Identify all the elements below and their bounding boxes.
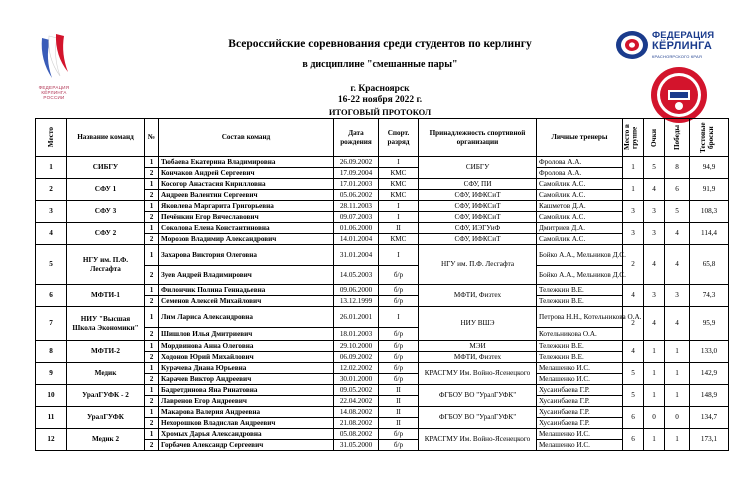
- player-dob: 05.08.2002: [334, 429, 379, 440]
- table-row: [36, 201, 729, 212]
- col-rank: Спорт. разряд: [379, 119, 419, 157]
- player-number: 1: [145, 407, 159, 418]
- table-row: [36, 157, 729, 168]
- team-place: 9: [36, 363, 67, 385]
- player-name: Яковлева Маргарита Григорьевна: [159, 201, 334, 212]
- player-name: Мордвинова Анна Олеговна: [159, 341, 334, 352]
- player-organization: МФТИ, Физтех: [419, 352, 537, 363]
- team-points: 4: [644, 307, 665, 341]
- discipline-subtitle: в дисциплине "смешанные пары": [302, 59, 458, 70]
- player-name: Тюбаева Екатерина Владимировна: [159, 157, 334, 168]
- team-draw-shot: 95,9: [690, 307, 729, 341]
- player-rank: б/р: [379, 363, 419, 374]
- right-logo-line3: КРАСНОЯРСКОГО КРАЯ: [652, 54, 702, 59]
- player-coach: Мелашенко И.С.: [537, 429, 623, 440]
- player-coach: Тележкин В.Е.: [537, 352, 623, 363]
- player-number: 2: [145, 328, 159, 341]
- player-number: 1: [145, 341, 159, 352]
- team-group-place: 4: [623, 341, 644, 363]
- col-coaches: Личные тренеры: [537, 119, 623, 157]
- player-name: Лавренов Егор Андреевич: [159, 396, 334, 407]
- team-group-place: 2: [623, 245, 644, 285]
- results-table: [35, 118, 729, 451]
- table-row: [36, 341, 729, 352]
- player-rank: КМС: [379, 190, 419, 201]
- team-wins: 4: [665, 223, 690, 245]
- team-points: 1: [644, 341, 665, 363]
- col-team: Название команд: [67, 119, 145, 157]
- player-coach: Хусаинбаева Г.Р.: [537, 418, 623, 429]
- team-place: 1: [36, 157, 67, 179]
- col-place: Место: [36, 119, 67, 157]
- player-dob: 26.01.2001: [334, 307, 379, 328]
- player-dob: 26.09.2002: [334, 157, 379, 168]
- team-organization: КРАСГМУ Им. Войно-Ясенецкого: [419, 429, 537, 451]
- team-draw-shot: 74,3: [690, 285, 729, 307]
- col-org: Принадлежность спортивной организации: [419, 119, 537, 157]
- player-rank: б/р: [379, 341, 419, 352]
- player-dob: 09.06.2000: [334, 285, 379, 296]
- player-rank: б/р: [379, 285, 419, 296]
- col-points: Очки: [644, 119, 665, 157]
- team-group-place: 6: [623, 429, 644, 451]
- player-dob: 01.06.2000: [334, 223, 379, 234]
- player-name: Зуев Андрей Владимирович: [159, 266, 334, 285]
- left-logo-line2: КЁРЛИНГА: [41, 90, 67, 95]
- player-organization: СФУ, ПИ: [419, 179, 537, 190]
- player-rank: I: [379, 157, 419, 168]
- player-organization: СФУ, ИЭГУиФ: [419, 223, 537, 234]
- player-number: 2: [145, 352, 159, 363]
- player-coach: Дмитриев Д.А.: [537, 223, 623, 234]
- team-group-place: 3: [623, 223, 644, 245]
- player-name: Семенов Алексей Михайлович: [159, 296, 334, 307]
- team-points: 4: [644, 245, 665, 285]
- team-group-place: 1: [623, 179, 644, 201]
- player-number: 2: [145, 440, 159, 451]
- team-group-place: 5: [623, 385, 644, 407]
- player-rank: II: [379, 396, 419, 407]
- team-points: 3: [644, 201, 665, 223]
- player-number: 2: [145, 418, 159, 429]
- federation-logo-left: [38, 28, 70, 108]
- player-coach: Мелашенко И.С.: [537, 440, 623, 451]
- team-place: 3: [36, 201, 67, 223]
- team-name: СФУ 1: [67, 179, 145, 201]
- table-row: [36, 363, 729, 374]
- player-dob: 31.05.2000: [334, 440, 379, 451]
- player-number: 2: [145, 266, 159, 285]
- team-name: НИУ "Высшая Школа Экономики": [67, 307, 145, 341]
- col-group-place: Место в группе: [623, 119, 644, 157]
- player-coach: Хусаинбаева Г.Р.: [537, 385, 623, 396]
- team-group-place: 3: [623, 201, 644, 223]
- player-rank: б/р: [379, 440, 419, 451]
- player-rank: I: [379, 245, 419, 266]
- player-number: 2: [145, 190, 159, 201]
- team-draw-shot: 142,9: [690, 363, 729, 385]
- team-group-place: 6: [623, 407, 644, 429]
- team-organization: ФГБОУ ВО "УралГУФК": [419, 385, 537, 407]
- player-coach: Тележкин В.Е.: [537, 285, 623, 296]
- table-row: [36, 245, 729, 266]
- team-wins: 1: [665, 429, 690, 451]
- player-name: Морозов Владимир Александрович: [159, 234, 334, 245]
- team-wins: 4: [665, 245, 690, 285]
- team-wins: 4: [665, 307, 690, 341]
- team-group-place: 2: [623, 307, 644, 341]
- player-dob: 17.09.2004: [334, 168, 379, 179]
- player-coach: Самойлик А.С.: [537, 179, 623, 190]
- team-name: УралГУФК: [67, 407, 145, 429]
- team-draw-shot: 65,8: [690, 245, 729, 285]
- team-points: 0: [644, 407, 665, 429]
- dates: 16-22 ноября 2022 г.: [337, 95, 423, 105]
- player-dob: 12.02.2002: [334, 363, 379, 374]
- player-coach: Петрова Н.Н., Котельникова О.А.: [537, 307, 623, 328]
- player-organization: СФУ, ИФКСиТ: [419, 201, 537, 212]
- player-name: Бадретдинова Яна Ринатовна: [159, 385, 334, 396]
- player-dob: 30.01.2000: [334, 374, 379, 385]
- team-place: 2: [36, 179, 67, 201]
- player-name: Горбачев Александр Сергеевич: [159, 440, 334, 451]
- player-number: 2: [145, 212, 159, 223]
- player-number: 1: [145, 307, 159, 328]
- player-coach: Тележкин В.Е.: [537, 296, 623, 307]
- player-rank: КМС: [379, 179, 419, 190]
- player-name: Ходонов Юрий Михайлович: [159, 352, 334, 363]
- team-place: 10: [36, 385, 67, 407]
- document-title: Всероссийские соревнования среди студентов по керлингу: [228, 38, 532, 50]
- player-coach: Бойко А.А., Мельников Д.С.: [537, 266, 623, 285]
- player-name: Шишлов Илья Дмитриевич: [159, 328, 334, 341]
- team-points: 5: [644, 157, 665, 179]
- player-rank: б/р: [379, 266, 419, 285]
- player-rank: I: [379, 307, 419, 328]
- player-coach: Самойлик А.С.: [537, 190, 623, 201]
- player-organization: СФУ, ИФКСиТ: [419, 234, 537, 245]
- team-points: 1: [644, 385, 665, 407]
- player-number: 1: [145, 429, 159, 440]
- player-dob: 05.06.2002: [334, 190, 379, 201]
- team-draw-shot: 134,7: [690, 407, 729, 429]
- player-rank: б/р: [379, 429, 419, 440]
- player-dob: 06.09.2002: [334, 352, 379, 363]
- player-rank: II: [379, 223, 419, 234]
- team-draw-shot: 148,9: [690, 385, 729, 407]
- player-dob: 17.01.2003: [334, 179, 379, 190]
- player-rank: I: [379, 212, 419, 223]
- player-coach: Фролова А.А.: [537, 168, 623, 179]
- team-wins: 6: [665, 179, 690, 201]
- team-points: 1: [644, 363, 665, 385]
- team-name: УралГУФК - 2: [67, 385, 145, 407]
- player-rank: б/р: [379, 296, 419, 307]
- table-row: [36, 223, 729, 234]
- player-name: Печёнкин Егор Вячеславович: [159, 212, 334, 223]
- table-row: [36, 179, 729, 190]
- player-coach: Бойко А.А., Мельников Д.С.: [537, 245, 623, 266]
- player-number: 1: [145, 223, 159, 234]
- player-rank: б/р: [379, 374, 419, 385]
- team-place: 6: [36, 285, 67, 307]
- team-name: СФУ 2: [67, 223, 145, 245]
- regional-seal-icon: [650, 66, 708, 124]
- protocol-heading: ИТОГОВЫЙ ПРОТОКОЛ: [328, 107, 432, 117]
- team-place: 4: [36, 223, 67, 245]
- team-name: СФУ 3: [67, 201, 145, 223]
- player-name: Соколова Елена Константиновна: [159, 223, 334, 234]
- player-name: Нехорошков Владислав Андреевич: [159, 418, 334, 429]
- table-row: [36, 407, 729, 418]
- player-name: Курачева Диана Юрьевна: [159, 363, 334, 374]
- player-dob: 13.12.1999: [334, 296, 379, 307]
- player-name: Карачев Виктор Андреевич: [159, 374, 334, 385]
- team-name: Медик 2: [67, 429, 145, 451]
- player-dob: 14.08.2002: [334, 407, 379, 418]
- col-wins: Победы: [665, 119, 690, 157]
- player-number: 1: [145, 157, 159, 168]
- player-number: 2: [145, 374, 159, 385]
- team-name: СИБГУ: [67, 157, 145, 179]
- player-number: 1: [145, 245, 159, 266]
- player-dob: 09.07.2003: [334, 212, 379, 223]
- player-name: Косогор Анастасия Кирилловна: [159, 179, 334, 190]
- player-number: 1: [145, 285, 159, 296]
- player-number: 2: [145, 396, 159, 407]
- player-rank: КМС: [379, 168, 419, 179]
- player-dob: 21.08.2002: [334, 418, 379, 429]
- team-wins: 8: [665, 157, 690, 179]
- right-logo-line2: КЁРЛИНГА: [652, 40, 713, 52]
- player-coach: Кашметов Д.А.: [537, 201, 623, 212]
- player-number: 1: [145, 385, 159, 396]
- team-group-place: 4: [623, 285, 644, 307]
- player-organization: СФУ, ИФКСиТ: [419, 190, 537, 201]
- curling-federation-emblem-icon: [38, 28, 70, 83]
- player-number: 1: [145, 201, 159, 212]
- player-coach: Мелашенко И.С.: [537, 374, 623, 385]
- player-dob: 14.01.2004: [334, 234, 379, 245]
- player-coach: Мелашенко И.С.: [537, 363, 623, 374]
- player-coach: Самойлик А.С.: [537, 212, 623, 223]
- team-place: 5: [36, 245, 67, 285]
- player-coach: Фролова А.А.: [537, 157, 623, 168]
- player-dob: 29.10.2000: [334, 341, 379, 352]
- team-name: МФТИ-2: [67, 341, 145, 363]
- col-draw: Тестовые броски: [690, 119, 729, 157]
- team-wins: 0: [665, 407, 690, 429]
- col-roster: Состав команд: [159, 119, 334, 157]
- player-name: Лим Лариса Александровна: [159, 307, 334, 328]
- team-wins: 5: [665, 201, 690, 223]
- team-group-place: 1: [623, 157, 644, 179]
- team-organization: МФТИ, Физтех: [419, 285, 537, 307]
- location-dates: [130, 84, 630, 106]
- team-draw-shot: 91,9: [690, 179, 729, 201]
- player-name: Кончаков Андрей Сергеевич: [159, 168, 334, 179]
- player-number: 1: [145, 179, 159, 190]
- team-place: 8: [36, 341, 67, 363]
- team-organization: НГУ им. П.Ф. Лесгафта: [419, 245, 537, 285]
- team-name: НГУ им. П.Ф. Лесгафта: [67, 245, 145, 285]
- right-logo-line1: ФЕДЕРАЦИЯ: [652, 30, 715, 41]
- team-points: 4: [644, 179, 665, 201]
- team-place: 12: [36, 429, 67, 451]
- team-wins: 1: [665, 341, 690, 363]
- player-dob: 22.04.2002: [334, 396, 379, 407]
- left-logo-line1: ФЕДЕРАЦИЯ: [38, 85, 70, 90]
- player-coach: Хусаинбаева Г.Р.: [537, 407, 623, 418]
- player-coach: Самойлик А.С.: [537, 234, 623, 245]
- player-organization: СФУ, ИФКСиТ: [419, 212, 537, 223]
- col-num: №: [145, 119, 159, 157]
- player-rank: б/р: [379, 352, 419, 363]
- team-name: Медик: [67, 363, 145, 385]
- player-coach: Хусаинбаева Г.Р.: [537, 396, 623, 407]
- team-organization: ФГБОУ ВО "УралГУФК": [419, 407, 537, 429]
- team-wins: 1: [665, 363, 690, 385]
- col-dob: Дата рождения: [334, 119, 379, 157]
- player-name: Филончик Полина Геннадьевна: [159, 285, 334, 296]
- team-draw-shot: 173,1: [690, 429, 729, 451]
- player-rank: б/р: [379, 328, 419, 341]
- team-wins: 3: [665, 285, 690, 307]
- player-number: 2: [145, 168, 159, 179]
- player-rank: II: [379, 385, 419, 396]
- player-dob: 14.05.2003: [334, 266, 379, 285]
- player-dob: 09.05.2002: [334, 385, 379, 396]
- player-rank: II: [379, 418, 419, 429]
- table-row: [36, 285, 729, 296]
- team-place: 7: [36, 307, 67, 341]
- team-organization: НИУ ВШЭ: [419, 307, 537, 341]
- team-draw-shot: 108,3: [690, 201, 729, 223]
- player-name: Макарова Валерия Андреевна: [159, 407, 334, 418]
- team-draw-shot: 133,0: [690, 341, 729, 363]
- player-dob: 18.01.2003: [334, 328, 379, 341]
- player-dob: 28.11.2003: [334, 201, 379, 212]
- player-name: Захарова Виктория Олеговна: [159, 245, 334, 266]
- team-name: МФТИ-1: [67, 285, 145, 307]
- table-header-row: [36, 119, 729, 157]
- player-coach: Котельникова О.А.: [537, 328, 623, 341]
- team-group-place: 5: [623, 363, 644, 385]
- table-row: [36, 307, 729, 328]
- table-row: [36, 429, 729, 440]
- player-rank: I: [379, 201, 419, 212]
- player-organization: МЭИ: [419, 341, 537, 352]
- player-number: 2: [145, 296, 159, 307]
- team-wins: 1: [665, 385, 690, 407]
- team-draw-shot: 94,9: [690, 157, 729, 179]
- player-dob: 31.01.2004: [334, 245, 379, 266]
- player-number: 2: [145, 234, 159, 245]
- player-number: 1: [145, 363, 159, 374]
- team-points: 3: [644, 223, 665, 245]
- left-logo-line3: РОССИИ: [43, 95, 65, 100]
- player-name: Хромых Дарья Александровна: [159, 429, 334, 440]
- table-row: [36, 385, 729, 396]
- player-name: Андреев Валентин Сергеевич: [159, 190, 334, 201]
- team-draw-shot: 114,4: [690, 223, 729, 245]
- team-place: 11: [36, 407, 67, 429]
- city: г. Красноярск: [350, 84, 410, 94]
- player-rank: II: [379, 407, 419, 418]
- team-organization: СИБГУ: [419, 157, 537, 179]
- results-body: [36, 157, 729, 451]
- player-coach: Тележкин В.Е.: [537, 341, 623, 352]
- team-organization: КРАСГМУ Им. Войно-Ясенецкого: [419, 363, 537, 385]
- team-points: 1: [644, 429, 665, 451]
- player-rank: КМС: [379, 234, 419, 245]
- team-points: 3: [644, 285, 665, 307]
